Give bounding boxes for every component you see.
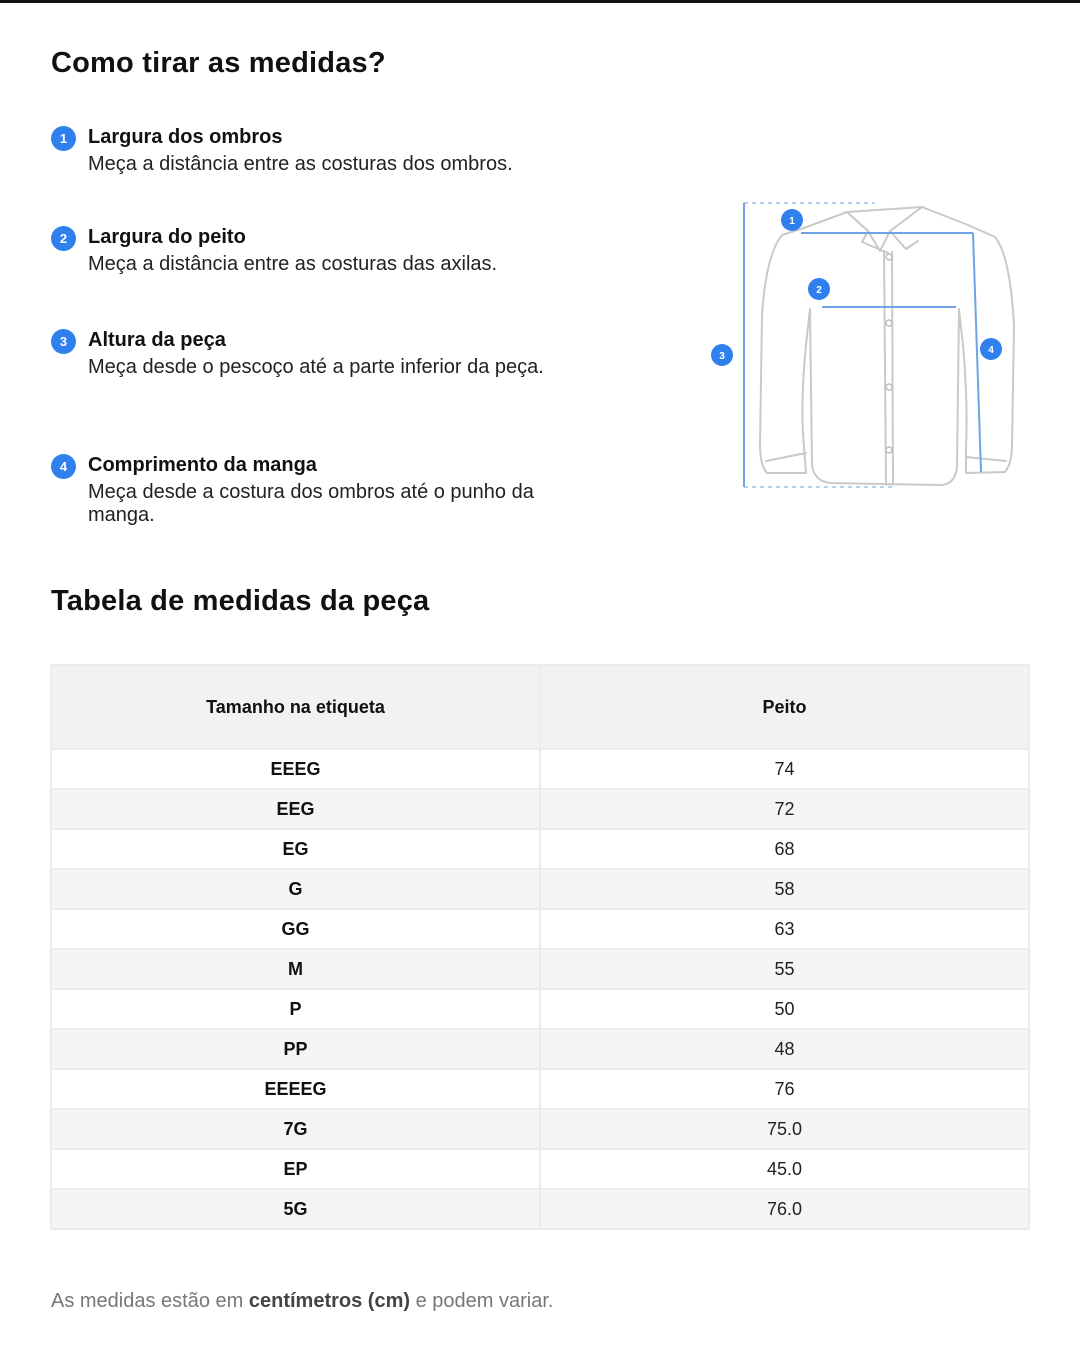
table-row [51,869,1029,909]
table-row [51,1069,1029,1109]
size-table [50,664,1030,1230]
size-cell: EEG [51,789,540,829]
chest-cell: 76 [540,1069,1029,1109]
step-number-badge: 2 [51,226,76,251]
svg-text:2: 2 [816,285,822,296]
step-description: Meça desde o pescoço até a parte inferior da peça. [88,356,544,378]
table-header-row [51,665,1029,749]
table-row [51,989,1029,1029]
sleeve-measure-line [973,233,981,472]
marker-1 [781,209,803,231]
marker-2 [808,278,830,300]
column-header-size: Tamanho na etiqueta [51,665,540,749]
chest-cell: 58 [540,869,1029,909]
marker-3 [711,344,733,366]
step-garment-height [51,327,611,379]
size-cell: GG [51,909,540,949]
step-description: Meça desde a costura dos ombros até o punho da manga. [88,481,534,526]
top-divider [0,0,1080,3]
chest-cell: 63 [540,909,1029,949]
chest-cell: 72 [540,789,1029,829]
units-footnote [51,1290,553,1313]
table-row [51,1189,1029,1229]
chest-cell: 74 [540,749,1029,789]
size-cell: EG [51,829,540,869]
marker-4 [980,338,1002,360]
step-description: Meça a distância entre as costuras das axilas. [88,253,498,275]
table-row [51,789,1029,829]
step-chest-width [51,224,611,276]
table-row [51,749,1029,789]
step-title: Largura do peito [88,226,246,248]
step-sleeve-length [51,452,611,527]
size-cell: EP [51,1149,540,1189]
step-number-badge: 3 [51,329,76,354]
size-cell: M [51,949,540,989]
step-number-badge: 4 [51,454,76,479]
step-description: Meça a distância entre as costuras dos ombros. [88,153,513,175]
size-table-title: Tabela de medidas da peça [51,585,430,617]
chest-cell: 76.0 [540,1189,1029,1229]
footnote-unit: centímetros (cm) [248,1290,411,1312]
table-row [51,949,1029,989]
size-cell: G [51,869,540,909]
table-row [51,909,1029,949]
chest-cell: 55 [540,949,1029,989]
footnote-prefix: As medidas estão em [51,1290,249,1312]
table-row [51,1149,1029,1189]
svg-text:3: 3 [719,351,725,362]
size-cell: 7G [51,1109,540,1149]
svg-text:4: 4 [988,345,994,356]
footnote-suffix: e podem variar. [410,1290,554,1312]
table-row [51,829,1029,869]
chest-cell: 50 [540,989,1029,1029]
how-to-title: Como tirar as medidas? [51,47,386,79]
shirt-buttons [886,254,892,453]
step-title: Comprimento da manga [88,454,317,476]
step-title: Largura dos ombros [88,126,283,148]
column-header-chest: Peito [540,665,1029,749]
size-cell: EEEG [51,749,540,789]
shirt-measurement-diagram [700,195,1030,495]
step-title: Altura da peça [88,329,226,351]
size-cell: PP [51,1029,540,1069]
table-row [51,1109,1029,1149]
size-cell: P [51,989,540,1029]
svg-text:1: 1 [789,216,795,227]
size-cell: 5G [51,1189,540,1229]
step-number-badge: 1 [51,126,76,151]
step-shoulder-width [51,124,611,176]
chest-cell: 75.0 [540,1109,1029,1149]
size-cell: EEEEG [51,1069,540,1109]
chest-cell: 48 [540,1029,1029,1069]
chest-cell: 68 [540,829,1029,869]
table-row [51,1029,1029,1069]
chest-cell: 45.0 [540,1149,1029,1189]
